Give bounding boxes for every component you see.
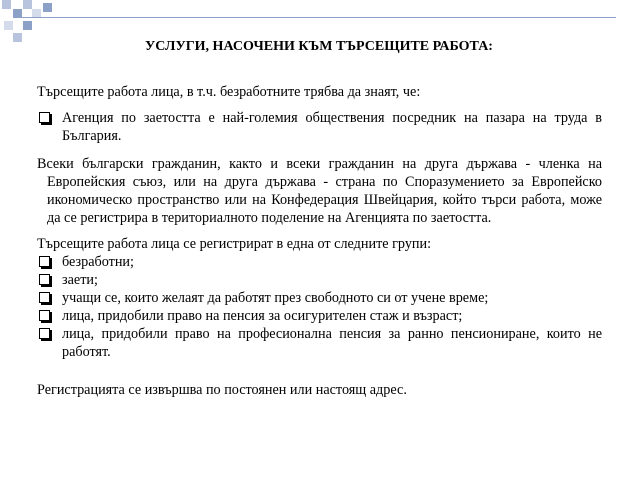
- group-item: [37, 307, 602, 325]
- group-text: учащи се, които желаят да работят през свободното си от учене време;: [62, 290, 489, 306]
- group-text: заети;: [62, 272, 98, 288]
- top-rule: [20, 17, 616, 18]
- checkbox-bullet-icon: [39, 310, 50, 321]
- group-item: [37, 271, 602, 289]
- bullet-text: Агенция по заетостта е най-големия обществения посредник на пазара на труда в България.: [62, 110, 602, 144]
- slide-body: [37, 83, 602, 399]
- group-item: [37, 253, 602, 271]
- group-text: лица, придобили право на пенсия за осигурителен стаж и възраст;: [62, 308, 463, 324]
- bullet-item: [37, 109, 602, 145]
- checkbox-bullet-icon: [39, 112, 50, 123]
- group-item: [37, 325, 602, 361]
- group-text: безработни;: [62, 254, 134, 270]
- group-item: [37, 289, 602, 307]
- closing-text: Регистрацията се извършва по постоянен или настоящ адрес.: [37, 382, 407, 398]
- intro-text: Търсещите работа лица, в т.ч. безработните трябва да знаят, че:: [37, 84, 421, 100]
- slide-title: УСЛУГИ, НАСОЧЕНИ КЪМ ТЪРСЕЩИТЕ РАБОТА:: [145, 39, 493, 54]
- checkbox-bullet-icon: [39, 256, 50, 267]
- group-text: лица, придобили право на професионална пенсия за ранно пенсиониране, които не работят.: [62, 326, 602, 360]
- checkbox-bullet-icon: [39, 292, 50, 303]
- checkbox-bullet-icon: [39, 328, 50, 339]
- checkbox-bullet-icon: [39, 274, 50, 285]
- groups-intro: Търсещите работа лица се регистрират в една от следните групи:: [37, 236, 432, 252]
- citizens-paragraph: Всеки български гражданин, както и всеки гражданин на друга държава - членка на Европейския съюз, или на друга държава - страна по Споразумението за Европейско икономическо пространство или на Конфедерация Швейцария, който търси работа, може да се регистрира в териториалното поделение на Агенцията по заетостта.: [37, 156, 602, 226]
